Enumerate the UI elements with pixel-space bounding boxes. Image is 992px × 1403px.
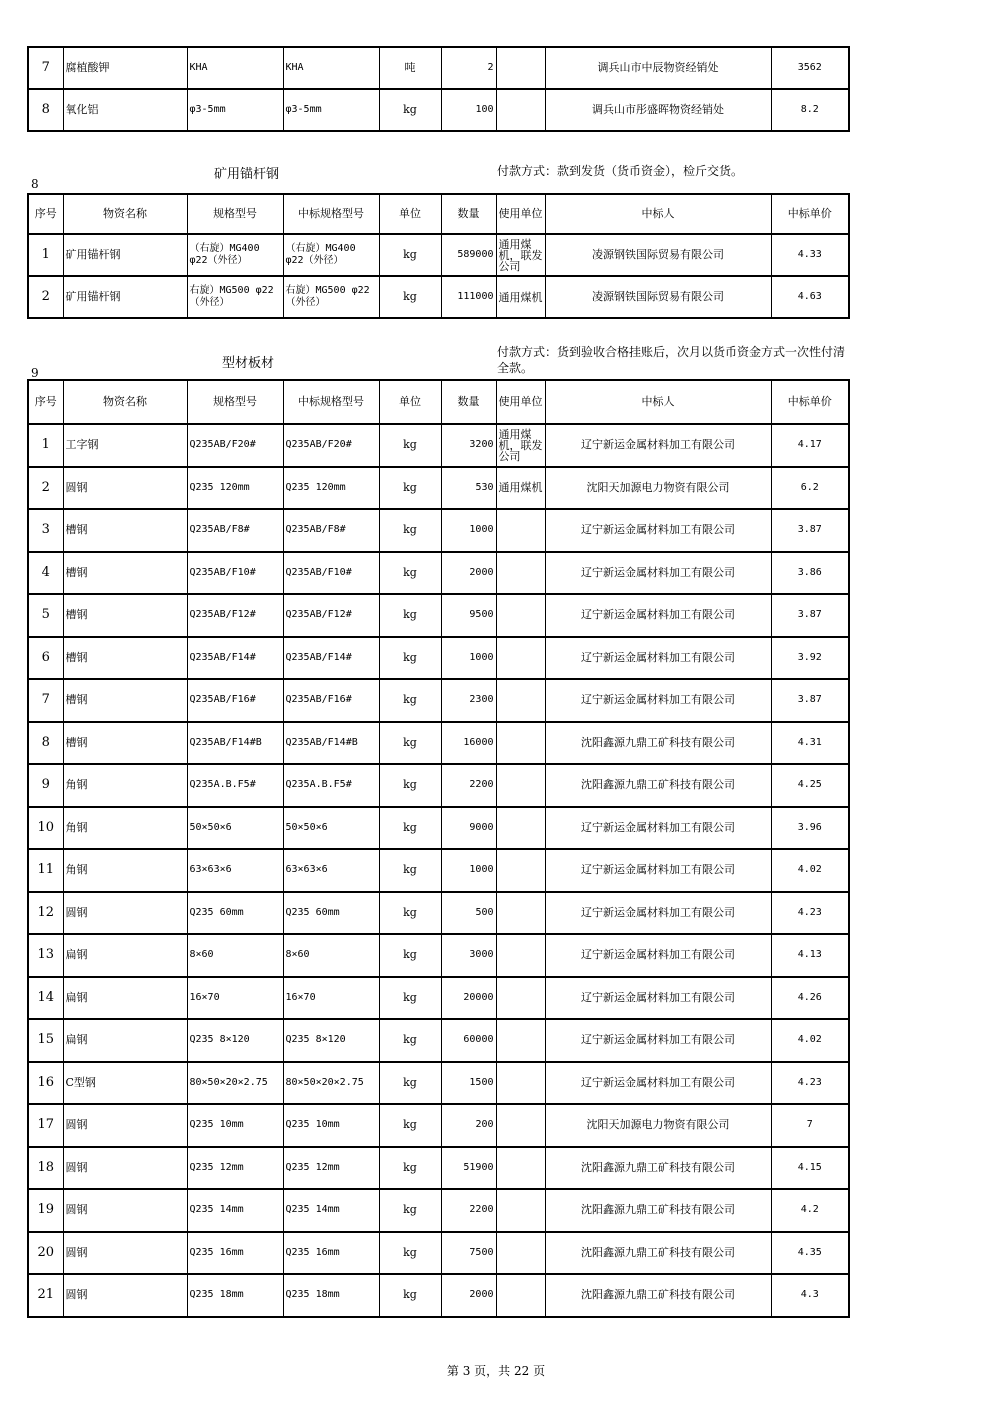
table-row xyxy=(28,977,849,1020)
user-unit xyxy=(496,977,545,1020)
user-unit xyxy=(496,637,545,680)
unit: kg xyxy=(379,934,441,977)
spec-model: 16×70 xyxy=(187,977,283,1020)
user-unit xyxy=(496,1062,545,1105)
table-row xyxy=(28,424,849,467)
row-number: 1 xyxy=(28,424,63,467)
row-number: 20 xyxy=(28,1232,63,1275)
bid-spec-model: Q235 60mm xyxy=(283,892,379,935)
unit-price: 4.63 xyxy=(771,276,849,318)
quantity: 3200 xyxy=(441,424,496,467)
bid-spec-model: Q235 12mm xyxy=(283,1147,379,1190)
section-title: 型材板材 xyxy=(222,356,275,371)
winning-bidder: 沈阳天加源电力物资有限公司 xyxy=(545,1104,771,1147)
unit-price: 4.23 xyxy=(771,1062,849,1105)
bid-spec-model: 右旋）MG500 φ22（外径） xyxy=(283,276,379,318)
table-row xyxy=(28,764,849,807)
bid-spec-model: Q235 10mm xyxy=(283,1104,379,1147)
table-header-row xyxy=(28,194,849,234)
user-unit: 通用煤机，联发公司 xyxy=(496,424,545,467)
unit-price: 4.02 xyxy=(771,1019,849,1062)
winning-bidder: 沈阳鑫源九鼎工矿科技有限公司 xyxy=(545,764,771,807)
column-header: 中标单价 xyxy=(771,194,849,234)
unit: kg xyxy=(379,276,441,318)
material-name: 扁钢 xyxy=(63,977,187,1020)
unit: kg xyxy=(379,1019,441,1062)
unit: 吨 xyxy=(379,47,441,89)
material-name: 扁钢 xyxy=(63,1019,187,1062)
unit: kg xyxy=(379,424,441,467)
material-name: 槽钢 xyxy=(63,637,187,680)
quantity: 530 xyxy=(441,467,496,510)
bid-spec-model: Q235AB/F14#B xyxy=(283,722,379,765)
unit: kg xyxy=(379,594,441,637)
bid-spec-model: Q235AB/F16# xyxy=(283,679,379,722)
winning-bidder: 辽宁新运金属材料加工有限公司 xyxy=(545,1062,771,1105)
row-number: 9 xyxy=(28,764,63,807)
winning-bidder: 辽宁新运金属材料加工有限公司 xyxy=(545,552,771,595)
unit-price: 4.17 xyxy=(771,424,849,467)
row-number: 8 xyxy=(28,722,63,765)
user-unit xyxy=(496,764,545,807)
column-header: 物资名称 xyxy=(63,380,187,424)
unit-price: 4.25 xyxy=(771,764,849,807)
winning-bidder: 辽宁新运金属材料加工有限公司 xyxy=(545,509,771,552)
column-header: 单位 xyxy=(379,194,441,234)
user-unit: 通用煤机 xyxy=(496,276,545,318)
spec-model: Q235 12mm xyxy=(187,1147,283,1190)
bid-spec-model: 80×50×20×2.75 xyxy=(283,1062,379,1105)
table-row xyxy=(28,1019,849,1062)
user-unit xyxy=(496,1274,545,1317)
material-name: 圆钢 xyxy=(63,1232,187,1275)
column-header: 中标规格型号 xyxy=(283,380,379,424)
row-number: 3 xyxy=(28,509,63,552)
profile-steel-table xyxy=(27,379,850,1318)
row-number: 11 xyxy=(28,849,63,892)
winning-bidder: 沈阳鑫源九鼎工矿科技有限公司 xyxy=(545,1189,771,1232)
quantity: 2000 xyxy=(441,1274,496,1317)
quantity: 51900 xyxy=(441,1147,496,1190)
column-header: 数量 xyxy=(441,194,496,234)
unit-price: 3.87 xyxy=(771,594,849,637)
material-name: 圆钢 xyxy=(63,467,187,510)
spec-model: 80×50×20×2.75 xyxy=(187,1062,283,1105)
winning-bidder: 辽宁新运金属材料加工有限公司 xyxy=(545,594,771,637)
material-name: 槽钢 xyxy=(63,679,187,722)
user-unit xyxy=(496,934,545,977)
quantity: 2 xyxy=(441,47,496,89)
quantity: 200 xyxy=(441,1104,496,1147)
row-number: 16 xyxy=(28,1062,63,1105)
bid-spec-model: Q235AB/F20# xyxy=(283,424,379,467)
material-name: 圆钢 xyxy=(63,1104,187,1147)
winning-bidder: 辽宁新运金属材料加工有限公司 xyxy=(545,807,771,850)
unit-price: 3.86 xyxy=(771,552,849,595)
row-number: 18 xyxy=(28,1147,63,1190)
spec-model: Q235 8×120 xyxy=(187,1019,283,1062)
unit-price: 4.35 xyxy=(771,1232,849,1275)
unit: kg xyxy=(379,509,441,552)
unit-price: 3.92 xyxy=(771,637,849,680)
winning-bidder: 沈阳鑫源九鼎工矿科技有限公司 xyxy=(545,1274,771,1317)
bid-spec-model: 63×63×6 xyxy=(283,849,379,892)
row-number: 13 xyxy=(28,934,63,977)
winning-bidder: 辽宁新运金属材料加工有限公司 xyxy=(545,977,771,1020)
bid-spec-model: Q235 120mm xyxy=(283,467,379,510)
unit-price: 4.26 xyxy=(771,977,849,1020)
quantity: 111000 xyxy=(441,276,496,318)
spec-model: Q235AB/F8# xyxy=(187,509,283,552)
column-header: 物资名称 xyxy=(63,194,187,234)
unit-price: 7 xyxy=(771,1104,849,1147)
unit: kg xyxy=(379,234,441,276)
unit: kg xyxy=(379,1104,441,1147)
table-row xyxy=(28,1104,849,1147)
material-name: 角钢 xyxy=(63,849,187,892)
unit-price: 4.15 xyxy=(771,1147,849,1190)
table-row xyxy=(28,467,849,510)
bid-spec-model: Q235AB/F10# xyxy=(283,552,379,595)
winning-bidder: 辽宁新运金属材料加工有限公司 xyxy=(545,849,771,892)
spec-model: Q235AB/F12# xyxy=(187,594,283,637)
user-unit: 通用煤机 xyxy=(496,467,545,510)
unit-price: 4.31 xyxy=(771,722,849,765)
unit: kg xyxy=(379,807,441,850)
unit: kg xyxy=(379,977,441,1020)
table-row xyxy=(28,679,849,722)
unit: kg xyxy=(379,1232,441,1275)
column-header: 中标规格型号 xyxy=(283,194,379,234)
quantity: 100 xyxy=(441,89,496,131)
quantity: 60000 xyxy=(441,1019,496,1062)
quantity: 7500 xyxy=(441,1232,496,1275)
material-name: 矿用锚杆钢 xyxy=(63,276,187,318)
spec-model: Q235 18mm xyxy=(187,1274,283,1317)
table-row xyxy=(28,807,849,850)
unit: kg xyxy=(379,892,441,935)
table-row xyxy=(28,47,849,89)
quantity: 2200 xyxy=(441,764,496,807)
material-name: 矿用锚杆钢 xyxy=(63,234,187,276)
material-name: 槽钢 xyxy=(63,722,187,765)
unit-price: 4.23 xyxy=(771,892,849,935)
quantity: 3000 xyxy=(441,934,496,977)
quantity: 1000 xyxy=(441,509,496,552)
spec-model: Q235A.B.F5# xyxy=(187,764,283,807)
column-header: 使用单位 xyxy=(496,194,545,234)
unit: kg xyxy=(379,552,441,595)
material-name: 槽钢 xyxy=(63,509,187,552)
material-name: 圆钢 xyxy=(63,1274,187,1317)
row-number: 14 xyxy=(28,977,63,1020)
user-unit xyxy=(496,1189,545,1232)
winning-bidder: 沈阳天加源电力物资有限公司 xyxy=(545,467,771,510)
unit-price: 6.2 xyxy=(771,467,849,510)
row-number: 2 xyxy=(28,467,63,510)
material-name: 圆钢 xyxy=(63,1147,187,1190)
winning-bidder: 沈阳鑫源九鼎工矿科技有限公司 xyxy=(545,722,771,765)
table-row xyxy=(28,637,849,680)
top-continuation-table xyxy=(27,46,850,132)
material-name: 角钢 xyxy=(63,807,187,850)
user-unit xyxy=(496,849,545,892)
table-row xyxy=(28,594,849,637)
spec-model: 8×60 xyxy=(187,934,283,977)
bid-spec-model: 50×50×6 xyxy=(283,807,379,850)
winning-bidder: 辽宁新运金属材料加工有限公司 xyxy=(545,637,771,680)
material-name: 圆钢 xyxy=(63,892,187,935)
row-number: 8 xyxy=(28,89,63,131)
unit-price: 8.2 xyxy=(771,89,849,131)
spec-model: Q235AB/F14# xyxy=(187,637,283,680)
spec-model: 50×50×6 xyxy=(187,807,283,850)
spec-model: （右旋）MG400 φ22（外径） xyxy=(187,234,283,276)
column-header: 数量 xyxy=(441,380,496,424)
bid-spec-model: φ3-5mm xyxy=(283,89,379,131)
unit-price: 4.2 xyxy=(771,1189,849,1232)
column-header: 序号 xyxy=(28,380,63,424)
spec-model: Q235 120mm xyxy=(187,467,283,510)
unit: kg xyxy=(379,467,441,510)
table-row xyxy=(28,552,849,595)
row-number: 1 xyxy=(28,234,63,276)
section-number: 9 xyxy=(31,366,39,380)
spec-model: φ3-5mm xyxy=(187,89,283,131)
user-unit: 通用煤机，联发公司 xyxy=(496,234,545,276)
bid-spec-model: Q235 8×120 xyxy=(283,1019,379,1062)
table-row xyxy=(28,892,849,935)
column-header: 使用单位 xyxy=(496,380,545,424)
bid-spec-model: 8×60 xyxy=(283,934,379,977)
unit-price: 3.87 xyxy=(771,679,849,722)
quantity: 16000 xyxy=(441,722,496,765)
spec-model: Q235 10mm xyxy=(187,1104,283,1147)
quantity: 2000 xyxy=(441,552,496,595)
bid-spec-model: Q235A.B.F5# xyxy=(283,764,379,807)
spec-model: 右旋）MG500 φ22（外径） xyxy=(187,276,283,318)
winning-bidder: 调兵山市中辰物资经销处 xyxy=(545,47,771,89)
user-unit xyxy=(496,1104,545,1147)
table-row xyxy=(28,89,849,131)
spec-model: Q235AB/F10# xyxy=(187,552,283,595)
table-row xyxy=(28,934,849,977)
quantity: 2200 xyxy=(441,1189,496,1232)
user-unit xyxy=(496,509,545,552)
material-name: 腐植酸钾 xyxy=(63,47,187,89)
bid-spec-model: 16×70 xyxy=(283,977,379,1020)
quantity: 9500 xyxy=(441,594,496,637)
row-number: 15 xyxy=(28,1019,63,1062)
material-name: C型钢 xyxy=(63,1062,187,1105)
table-row xyxy=(28,1189,849,1232)
unit: kg xyxy=(379,637,441,680)
winning-bidder: 沈阳鑫源九鼎工矿科技有限公司 xyxy=(545,1147,771,1190)
user-unit xyxy=(496,552,545,595)
column-header: 中标人 xyxy=(545,380,771,424)
material-name: 圆钢 xyxy=(63,1189,187,1232)
row-number: 5 xyxy=(28,594,63,637)
winning-bidder: 沈阳鑫源九鼎工矿科技有限公司 xyxy=(545,1232,771,1275)
user-unit xyxy=(496,1019,545,1062)
row-number: 10 xyxy=(28,807,63,850)
bid-spec-model: KHA xyxy=(283,47,379,89)
material-name: 角钢 xyxy=(63,764,187,807)
table-row xyxy=(28,1147,849,1190)
column-header: 规格型号 xyxy=(187,194,283,234)
row-number: 12 xyxy=(28,892,63,935)
winning-bidder: 辽宁新运金属材料加工有限公司 xyxy=(545,679,771,722)
row-number: 6 xyxy=(28,637,63,680)
payment-terms: 付款方式：款到发货（货币资金），检斤交货。 xyxy=(497,164,744,178)
row-number: 21 xyxy=(28,1274,63,1317)
winning-bidder: 辽宁新运金属材料加工有限公司 xyxy=(545,934,771,977)
table-row xyxy=(28,1274,849,1317)
page-footer: 第 3 页，共 22 页 xyxy=(446,1364,546,1378)
spec-model: Q235AB/F20# xyxy=(187,424,283,467)
table-row xyxy=(28,849,849,892)
quantity: 500 xyxy=(441,892,496,935)
user-unit xyxy=(496,89,545,131)
unit: kg xyxy=(379,89,441,131)
row-number: 7 xyxy=(28,679,63,722)
table-row xyxy=(28,276,849,318)
winning-bidder: 调兵山市彤盛晖物资经销处 xyxy=(545,89,771,131)
unit: kg xyxy=(379,679,441,722)
spec-model: Q235AB/F14#B xyxy=(187,722,283,765)
material-name: 槽钢 xyxy=(63,594,187,637)
quantity: 9000 xyxy=(441,807,496,850)
quantity: 1000 xyxy=(441,637,496,680)
unit-price: 4.3 xyxy=(771,1274,849,1317)
user-unit xyxy=(496,594,545,637)
spec-model: Q235 60mm xyxy=(187,892,283,935)
bid-spec-model: Q235 18mm xyxy=(283,1274,379,1317)
table-row xyxy=(28,234,849,276)
spec-model: Q235 16mm xyxy=(187,1232,283,1275)
spec-model: 63×63×6 xyxy=(187,849,283,892)
unit: kg xyxy=(379,722,441,765)
table-header-row xyxy=(28,380,849,424)
unit: kg xyxy=(379,1062,441,1105)
section-number: 8 xyxy=(31,177,39,191)
column-header: 中标单价 xyxy=(771,380,849,424)
bid-spec-model: （右旋）MG400 φ22（外径） xyxy=(283,234,379,276)
table-row xyxy=(28,1232,849,1275)
quantity: 589000 xyxy=(441,234,496,276)
unit: kg xyxy=(379,1189,441,1232)
winning-bidder: 辽宁新运金属材料加工有限公司 xyxy=(545,1019,771,1062)
quantity: 1500 xyxy=(441,1062,496,1105)
unit-price: 3562 xyxy=(771,47,849,89)
user-unit xyxy=(496,807,545,850)
table-row xyxy=(28,722,849,765)
row-number: 2 xyxy=(28,276,63,318)
user-unit xyxy=(496,1232,545,1275)
winning-bidder: 凌源钢铁国际贸易有限公司 xyxy=(545,234,771,276)
user-unit xyxy=(496,47,545,89)
material-name: 氧化铝 xyxy=(63,89,187,131)
row-number: 17 xyxy=(28,1104,63,1147)
column-header: 单位 xyxy=(379,380,441,424)
material-name: 槽钢 xyxy=(63,552,187,595)
quantity: 1000 xyxy=(441,849,496,892)
material-name: 扁钢 xyxy=(63,934,187,977)
unit-price: 4.13 xyxy=(771,934,849,977)
unit-price: 4.02 xyxy=(771,849,849,892)
spec-model: KHA xyxy=(187,47,283,89)
winning-bidder: 辽宁新运金属材料加工有限公司 xyxy=(545,424,771,467)
spec-model: Q235 14mm xyxy=(187,1189,283,1232)
table-row xyxy=(28,509,849,552)
bid-spec-model: Q235AB/F12# xyxy=(283,594,379,637)
quantity: 20000 xyxy=(441,977,496,1020)
unit: kg xyxy=(379,1274,441,1317)
bid-spec-model: Q235 14mm xyxy=(283,1189,379,1232)
unit-price: 3.96 xyxy=(771,807,849,850)
bid-spec-model: Q235 16mm xyxy=(283,1232,379,1275)
table-row xyxy=(28,1062,849,1105)
unit-price: 3.87 xyxy=(771,509,849,552)
payment-terms: 付款方式：货到验收合格挂账后，次月以货币资金方式一次性付清全款。 xyxy=(497,345,846,375)
unit: kg xyxy=(379,764,441,807)
anchor-steel-table xyxy=(27,193,850,319)
unit: kg xyxy=(379,849,441,892)
unit: kg xyxy=(379,1147,441,1190)
row-number: 4 xyxy=(28,552,63,595)
spec-model: Q235AB/F16# xyxy=(187,679,283,722)
row-number: 19 xyxy=(28,1189,63,1232)
user-unit xyxy=(496,1147,545,1190)
column-header: 序号 xyxy=(28,194,63,234)
row-number: 7 xyxy=(28,47,63,89)
column-header: 中标人 xyxy=(545,194,771,234)
column-header: 规格型号 xyxy=(187,380,283,424)
bid-spec-model: Q235AB/F14# xyxy=(283,637,379,680)
user-unit xyxy=(496,722,545,765)
unit-price: 4.33 xyxy=(771,234,849,276)
bid-spec-model: Q235AB/F8# xyxy=(283,509,379,552)
winning-bidder: 辽宁新运金属材料加工有限公司 xyxy=(545,892,771,935)
user-unit xyxy=(496,679,545,722)
section-title: 矿用锚杆钢 xyxy=(214,167,280,182)
winning-bidder: 凌源钢铁国际贸易有限公司 xyxy=(545,276,771,318)
material-name: 工字钢 xyxy=(63,424,187,467)
quantity: 2300 xyxy=(441,679,496,722)
user-unit xyxy=(496,892,545,935)
